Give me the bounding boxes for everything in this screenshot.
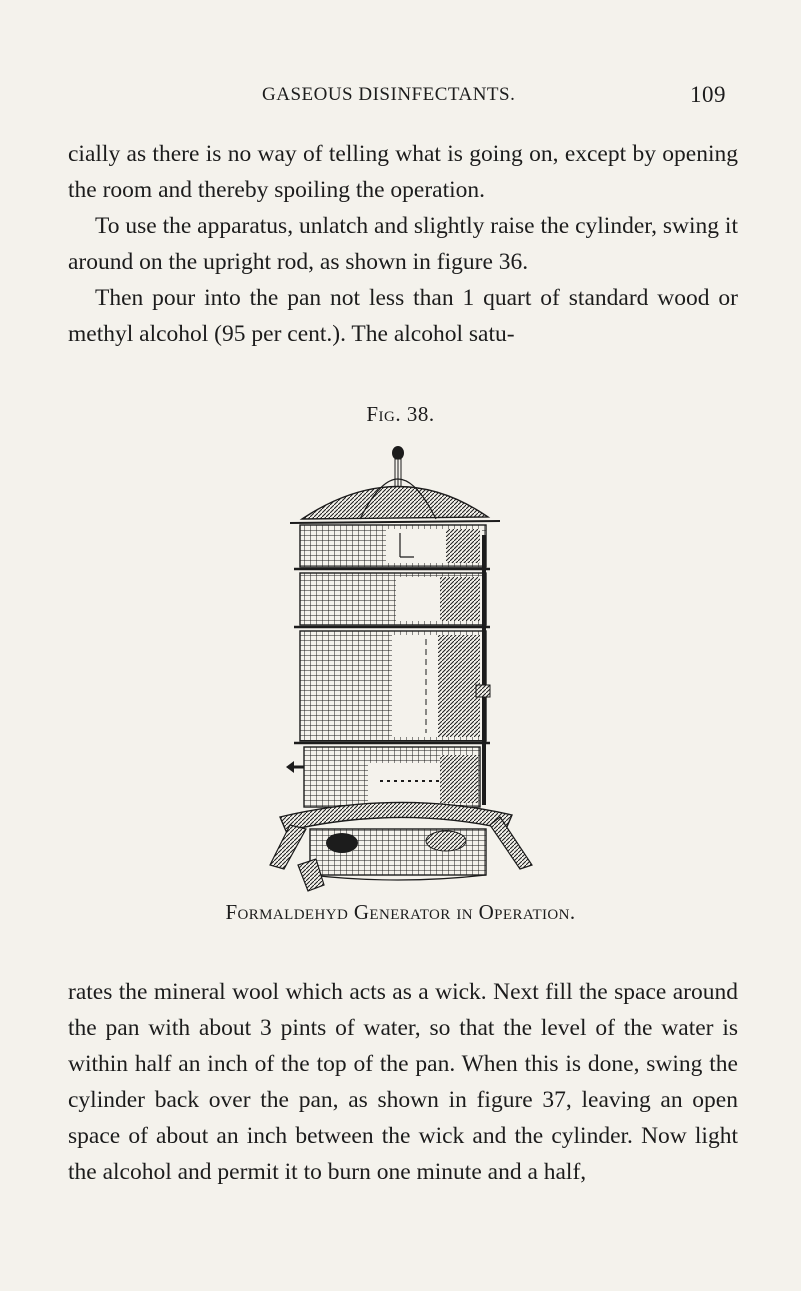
paragraph-continued: cially as there is no way of telling what is going on, except by opening the room and thereby spoiling the operation. bbox=[68, 141, 738, 203]
running-head bbox=[0, 84, 801, 114]
paragraph-apparatus: To use the apparatus, unlatch and slightly raise the cylinder, swing it around on the upright rod, as shown in figure 36. bbox=[68, 213, 738, 275]
paragraph-wick-instructions: rates the mineral wool which acts as a wick. Next fill the space around the pan with about 3 pints of water, so that the level of the water is within half an inch of the top of the pan. When this is done, swing the cylinder back over the pan, as shown in figure 37, leaving an open space of about an inch between the wick and the cylinder. Now light the alcohol and permit it to burn one minute and a half, bbox=[68, 979, 738, 1185]
figure-label: Fig. 38. bbox=[366, 402, 435, 426]
body-text-bottom bbox=[68, 974, 738, 1190]
figure-caption: Formaldehyd Generator in Operation. bbox=[225, 900, 576, 924]
body-text-top bbox=[68, 136, 738, 352]
formaldehyd-generator-illustration bbox=[250, 445, 540, 895]
running-title: GASEOUS DISINFECTANTS. bbox=[262, 84, 516, 105]
page-number: 109 bbox=[690, 82, 726, 107]
paragraph-pour-alcohol: Then pour into the pan not less than 1 quart of standard wood or methyl alcohol (95 per cent.). The alcohol satu- bbox=[68, 285, 738, 347]
generator-engraving-icon bbox=[250, 445, 540, 895]
